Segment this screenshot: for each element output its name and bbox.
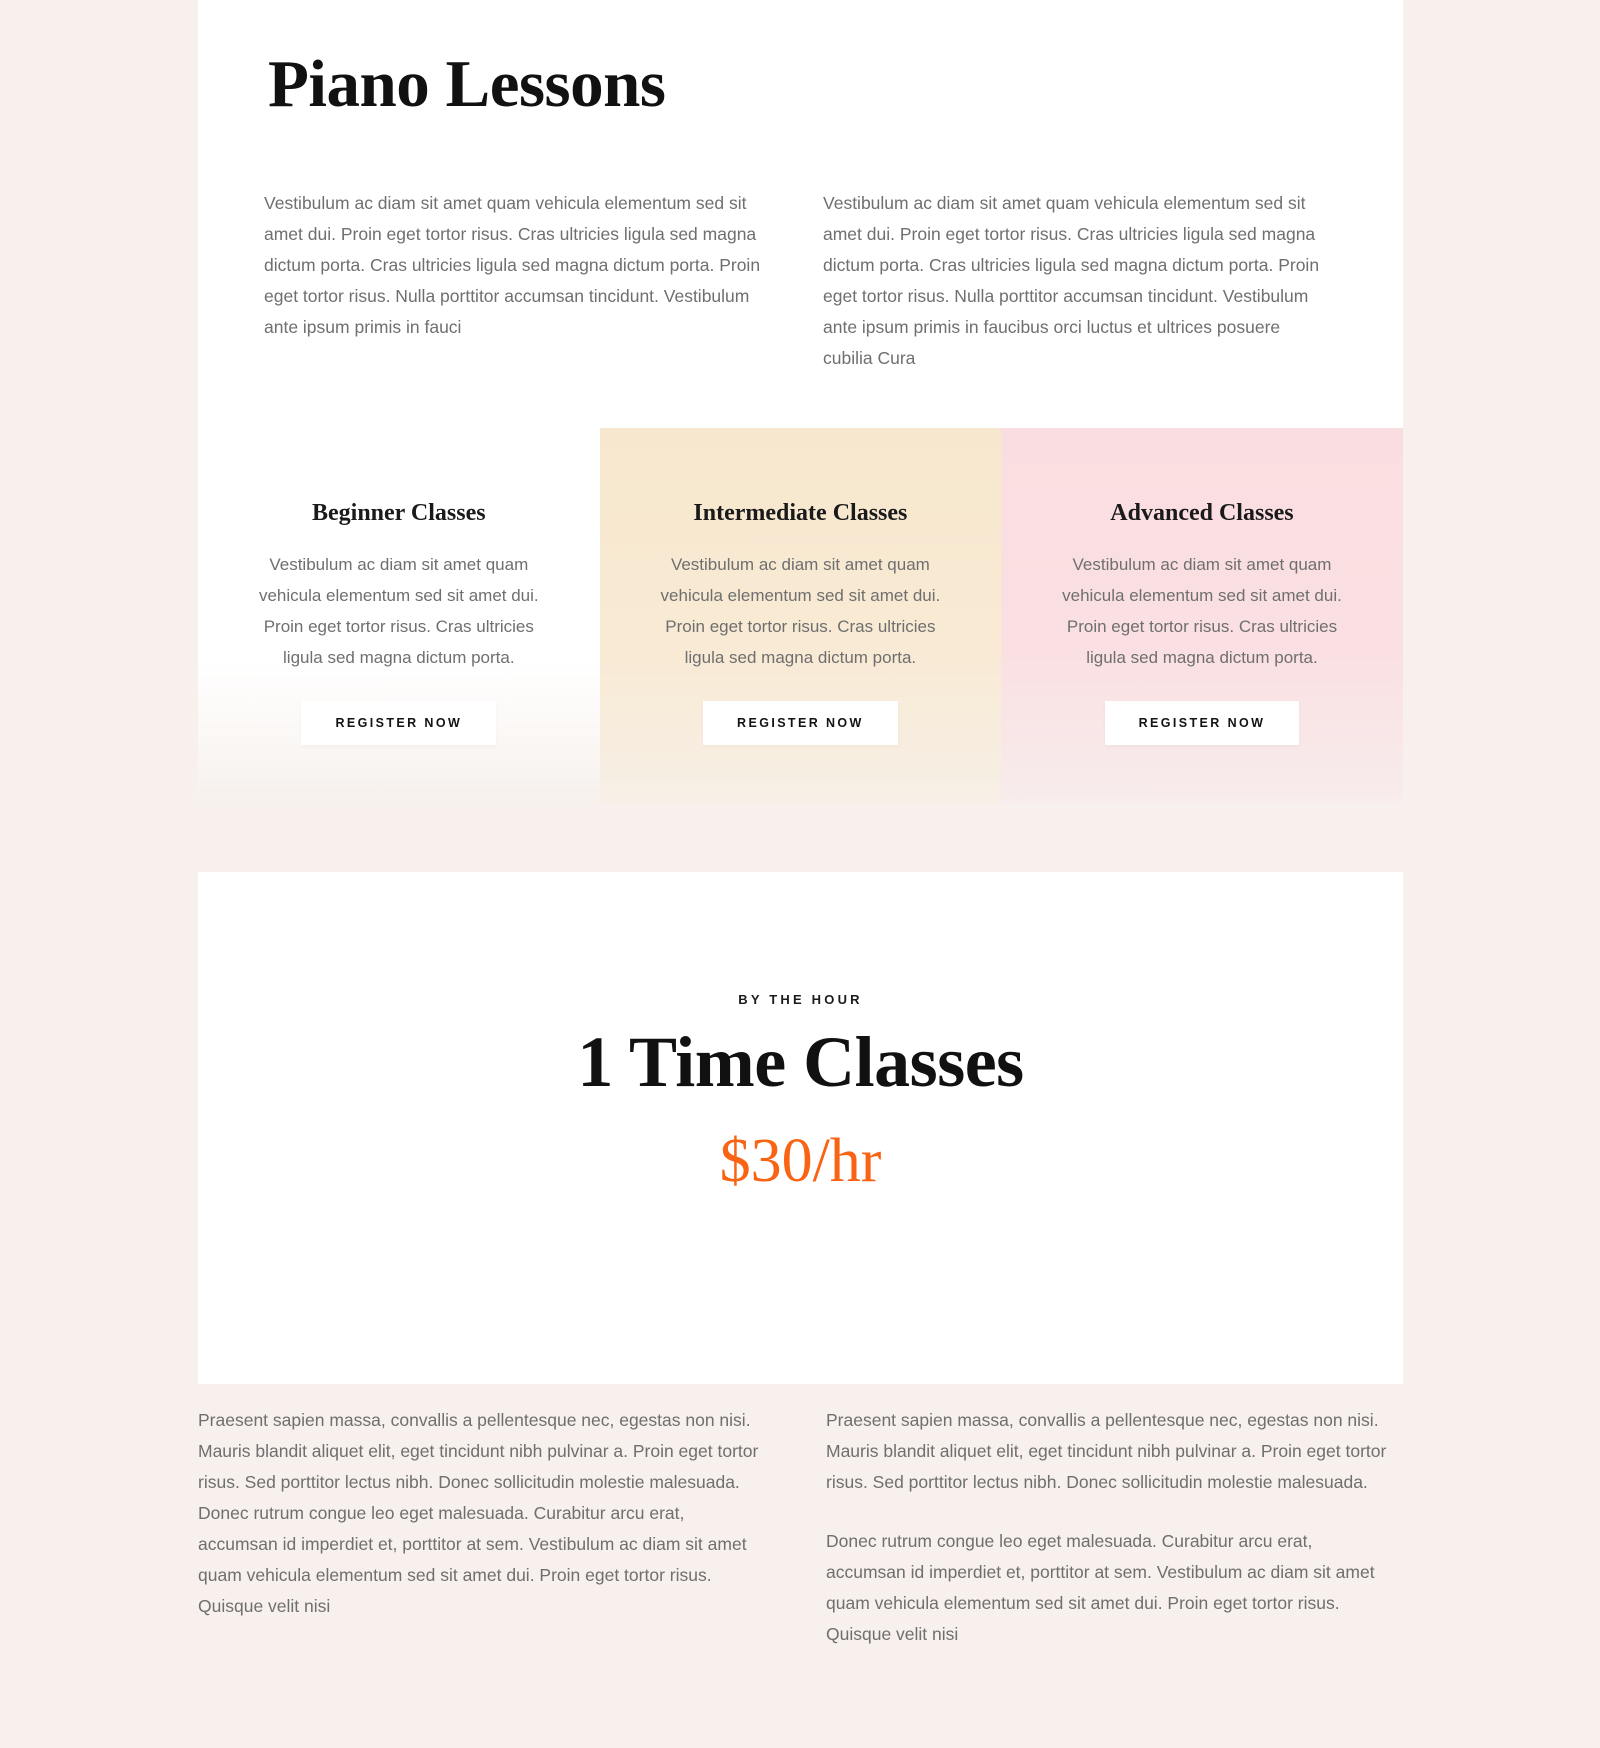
bottom-paragraph: Praesent sapien massa, convallis a pellentesque nec, egestas non nisi. Mauris blandit aliquet elit, eget tincidunt nibh pulvinar a. Proin eget tortor risus. Sed porttitor lectus nibh. Donec sollicitudin molestie malesuada.	[826, 1410, 1387, 1492]
register-now-button-intermediate[interactable]: REGISTER NOW	[703, 701, 898, 745]
pricing-panel	[198, 872, 1403, 1384]
bottom-text-left	[198, 1405, 768, 1622]
page-title: Piano Lessons	[268, 47, 666, 121]
class-card-title: Intermediate Classes	[693, 500, 908, 526]
class-cards	[198, 428, 1403, 803]
intro-paragraph-left: Vestibulum ac diam sit amet quam vehicula elementum sed sit amet dui. Proin eget tortor risus. Cras ultricies ligula sed magna dictum porta. Cras ultricies ligula sed magna dictum porta. Proin eget tortor risus. Nulla porttitor accumsan tincidunt. Vestibulum ante ipsum primis in fauci	[264, 193, 761, 337]
intro-paragraph-right: Vestibulum ac diam sit amet quam vehicula elementum sed sit amet dui. Proin eget tortor risus. Cras ultricies ligula sed magna dictum porta. Cras ultricies ligula sed magna dictum porta. Proin eget tortor risus. Nulla porttitor accumsan tincidunt. Vestibulum ante ipsum primis in faucibus orci luctus et ultrices posuere cubilia Cura	[823, 193, 1320, 368]
bottom-text-right	[826, 1405, 1396, 1650]
class-card-advanced	[1001, 428, 1403, 803]
register-now-button-beginner[interactable]: REGISTER NOW	[301, 701, 496, 745]
pricing-eyebrow: BY THE HOUR	[738, 992, 863, 1007]
register-now-button-advanced[interactable]: REGISTER NOW	[1105, 701, 1300, 745]
bottom-paragraph: Donec rutrum congue leo eget malesuada. Curabitur arcu erat, accumsan id imperdiet et, porttitor at sem. Vestibulum ac diam sit amet quam vehicula elementum sed sit amet dui. Proin eget tortor risus. Quisque velit nisi	[826, 1531, 1375, 1644]
class-card-text: Vestibulum ac diam sit amet quam vehicula elementum sed sit amet dui. Proin eget tortor risus. Cras ultricies ligula sed magna dictum porta.	[258, 555, 539, 667]
class-card-text: Vestibulum ac diam sit amet quam vehicula elementum sed sit amet dui. Proin eget tortor risus. Cras ultricies ligula sed magna dictum porta.	[1062, 555, 1342, 667]
class-card-intermediate	[600, 428, 1002, 803]
pricing-amount: $30/hr	[719, 1126, 882, 1195]
class-card-text: Vestibulum ac diam sit amet quam vehicula elementum sed sit amet dui. Proin eget tortor risus. Cras ultricies ligula sed magna dictum porta.	[660, 555, 941, 667]
class-card-title: Beginner Classes	[312, 500, 486, 526]
bottom-paragraph: Praesent sapien massa, convallis a pellentesque nec, egestas non nisi. Mauris blandit aliquet elit, eget tincidunt nibh pulvinar a. Proin eget tortor risus. Sed porttitor lectus nibh. Donec sollicitudin molestie malesuada. Donec rutrum congue leo eget malesuada. Curabitur arcu erat, accumsan id imperdiet et, porttitor at sem. Vestibulum ac diam sit amet quam vehicula elementum sed sit amet dui. Proin eget tortor risus. Quisque velit nisi	[198, 1410, 759, 1616]
class-card-beginner	[198, 428, 600, 803]
class-card-title: Advanced Classes	[1110, 500, 1294, 526]
pricing-title: 1 Time Classes	[577, 1022, 1024, 1102]
